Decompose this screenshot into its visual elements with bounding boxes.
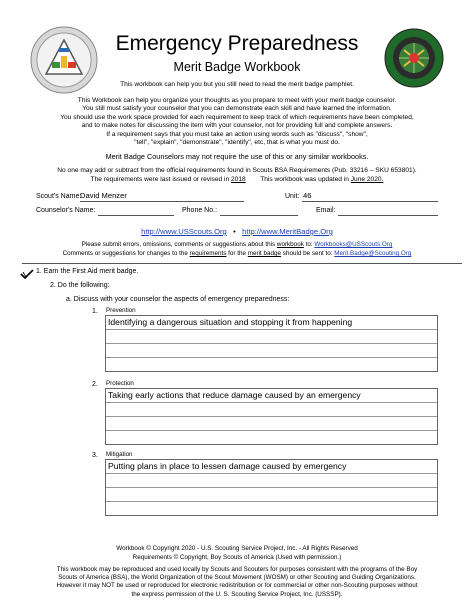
scout-name-label: Scout's Name:: [36, 193, 82, 200]
checkmark-icon[interactable]: [20, 266, 34, 276]
protection-answer-box[interactable]: [105, 388, 438, 445]
unit-label: Unit:: [285, 193, 300, 200]
ruled-line: [106, 430, 437, 431]
phone-label: Phone No.:: [182, 207, 218, 214]
item-label-mitigation: Mitigation: [106, 451, 133, 458]
ruled-line: [106, 329, 437, 330]
intro-para-line: If a requirement says that you must take an action using words such as "discuss", "show",: [106, 130, 368, 138]
usscouts-link[interactable]: http://www.USScouts.Org: [141, 227, 227, 236]
section-divider: [22, 263, 462, 264]
intro-para-line: and to make notes for discussing the item with your counselor, not for providing full and complete answers.: [81, 122, 393, 130]
ruled-line: [106, 473, 437, 474]
ruled-line: [106, 487, 437, 488]
ruled-line: [106, 501, 437, 502]
counselor-name-field[interactable]: [98, 215, 174, 216]
intro-paragraph: [0, 97, 474, 147]
workbooks-email-link[interactable]: Workbooks@USScouts.Org: [314, 241, 393, 248]
intro-line: This workbook can help you but you still need to read the merit badge pamphlet.: [120, 81, 354, 88]
meritbadge-email-link[interactable]: Merit.Badge@Scouting.Org: [334, 250, 412, 257]
prevention-answer: Identifying a dangerous situation and stopping it from happening: [108, 317, 353, 327]
ruled-line: [106, 416, 437, 417]
page-title: Emergency Preparedness: [115, 32, 359, 55]
requirement-1: 1. Earn the First Aid merit badge.: [36, 268, 139, 275]
counselor-name-label: Counselor's Name:: [36, 207, 96, 214]
prevention-answer-box[interactable]: [105, 315, 438, 372]
ruled-line: [106, 402, 437, 403]
footer-line: the express permission of the U. S. Scouting Service Project, Inc. (USSSP).: [131, 590, 343, 598]
intro-para-line: You should use the work space provided for each requirement to keep track of which requirements have been completed,: [60, 113, 414, 121]
copyright-requirements: Requirements © Copyright, Boy Scouts of America (Used with permission.): [132, 554, 342, 561]
item-number: 1.: [92, 308, 98, 315]
page-subtitle: Merit Badge Workbook: [173, 60, 301, 74]
requirement-2: 2. Do the following:: [50, 282, 110, 289]
intro-para-line: You still must satisfy your counselor that you can demonstrate each skill and have learned the information.: [82, 105, 392, 113]
links-row: [0, 227, 474, 236]
item-label-prevention: Prevention: [106, 307, 136, 314]
submit-workbook-note: Please submit errors, omissions, comments or suggestions about this workbook to: Workbooks@USScouts.Org: [81, 241, 393, 248]
copyright-workbook: Workbook © Copyright 2020 - U.S. Scouting Service Project, Inc. - All Rights Reserved: [116, 545, 358, 552]
intro-para-line: "tell", "explain", "demonstrate", "identify", etc, that is what you must do.: [134, 139, 340, 147]
item-label-protection: Protection: [106, 380, 134, 387]
email-label: Email:: [316, 207, 336, 214]
footer-permission: [0, 566, 474, 599]
submit-requirements-note: Comments or suggestions for changes to the requirements for the merit badge should be sent to: Merit.Badge@Scouting.Org: [62, 250, 412, 257]
item-number: 2.: [92, 381, 98, 388]
scout-name-field[interactable]: [80, 201, 244, 202]
footer-line: This workbook may be reproduced and used locally by Scouts and Scouters for purposes consistent with the programs of the Boy: [56, 566, 418, 573]
intro-para-line: This Workbook can help you organize your thoughts as you prepare to meet with your merit badge counselor.: [77, 97, 397, 104]
revision-note: The requirements were last issued or revised in 2018 This workbook was updated in June 2020.: [90, 176, 384, 183]
item-number: 3.: [92, 452, 98, 459]
unit-field[interactable]: [302, 201, 438, 202]
email-field[interactable]: [338, 215, 438, 216]
unit-value[interactable]: 46: [303, 191, 312, 200]
ruled-line: [106, 357, 437, 358]
ruled-line: [106, 343, 437, 344]
footer-line: Scouts of America (BSA), the World Organization of the Scout Movement (WOSM) or other Scouting and Guiding Organizations.: [58, 574, 416, 582]
phone-field[interactable]: [220, 215, 298, 216]
scout-name-value[interactable]: David Menzer: [80, 191, 127, 200]
protection-answer: Taking early actions that reduce damage caused by an emergency: [108, 390, 361, 400]
counselor-note: Merit Badge Counselors may not require the use of this or any similar workbooks.: [105, 152, 369, 161]
issued-year: 2018: [230, 176, 246, 183]
requirement-2a: a. Discuss with your counselor the aspects of emergency preparedness:: [66, 296, 290, 303]
mitigation-answer-box[interactable]: [105, 459, 438, 516]
no-add-note: No one may add or subtract from the official requirements found in Scouts BSA Requirements (Pub. 33216 – SKU 653801).: [57, 167, 417, 174]
link-separator: •: [233, 227, 236, 236]
mitigation-answer: Putting plans in place to lessen damage caused by emergency: [108, 461, 347, 471]
updated-date: June 2020.: [350, 176, 384, 183]
footer-line: However it may NOT be used or reproduced for electronic redistribution or for commercial or other non-Scouting purposes without: [56, 582, 418, 590]
meritbadge-link[interactable]: http://www.MeritBadge.Org: [242, 227, 333, 236]
